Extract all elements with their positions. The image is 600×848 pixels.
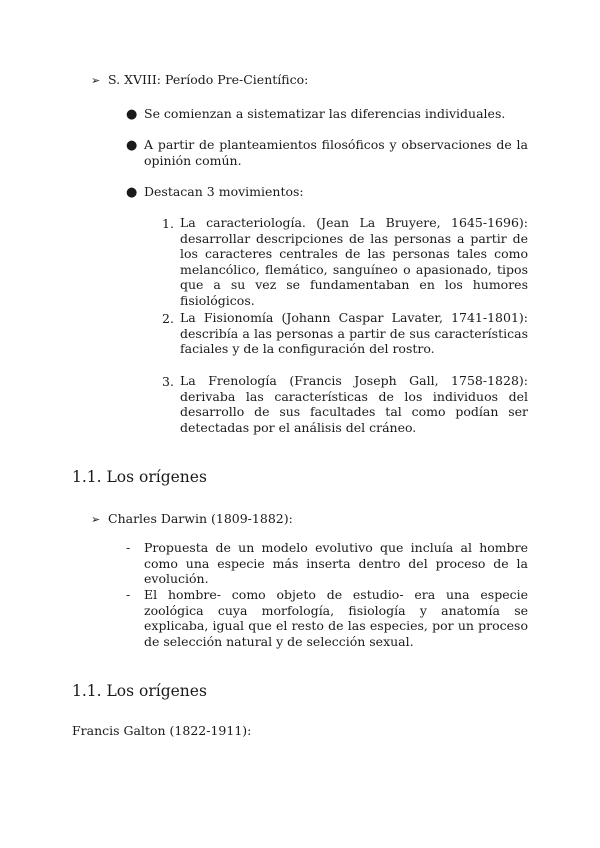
period-title: S. XVIII: Período Pre-Científico:	[108, 72, 309, 87]
section-heading: 1.1. Los orígenes	[72, 468, 207, 486]
bullet-item: A partir de planteamientos filosóficos y observaciones de la opinión común.	[144, 137, 528, 168]
movement-item: La Frenología (Francis Joseph Gall, 1758-1828): derivaba las características de los individuos del desarrollo de sus facultades tal como podían ser detectadas por el análisis del cráneo.	[180, 373, 528, 435]
bullet-dot-icon: ●	[126, 138, 138, 153]
bullet-dot-icon: ●	[126, 107, 138, 122]
list-number: 2.	[162, 311, 174, 326]
darwin-item: El hombre- como objeto de estudio- era una especie zoológica cuya morfología, fisiología y anatomía se explicaba, igual que el resto de las especies, por un proceso de selección natural y de selección sexual.	[144, 587, 528, 649]
movement-item: La Fisionomía (Johann Caspar Lavater, 1741-1801): describía a las personas a partir de sus características faciales y de la configuración del rostro.	[180, 310, 528, 357]
movement-item: La caracteriología. (Jean La Bruyere, 1645-1696): desarrollar descripciones de las personas a partir de los caracteres centrales de las personas tales como melancólico, flemático, sanguíneo o apasionado, tipos que a su vez se fundamentaban en los humores fisiológicos.	[180, 215, 528, 308]
bullet-item: Se comienzan a sistematizar las diferencias individuales.	[144, 106, 506, 121]
list-number: 3.	[162, 374, 174, 389]
bullet-item: Destacan 3 movimientos:	[144, 184, 304, 199]
arrow-bullet-icon: ➢	[91, 513, 101, 526]
darwin-item: Propuesta de un modelo evolutivo que incluía al hombre como una especie más inserta dentro del proceso de la evolución.	[144, 540, 528, 587]
bullet-dot-icon: ●	[126, 185, 138, 200]
galton-title: Francis Galton (1822-1911):	[72, 723, 252, 738]
dash-bullet-icon: -	[126, 540, 131, 555]
dash-bullet-icon: -	[126, 587, 131, 602]
arrow-bullet-icon: ➢	[91, 74, 101, 87]
list-number: 1.	[162, 216, 174, 231]
section-heading: 1.1. Los orígenes	[72, 682, 207, 700]
darwin-title: Charles Darwin (1809-1882):	[108, 511, 293, 526]
